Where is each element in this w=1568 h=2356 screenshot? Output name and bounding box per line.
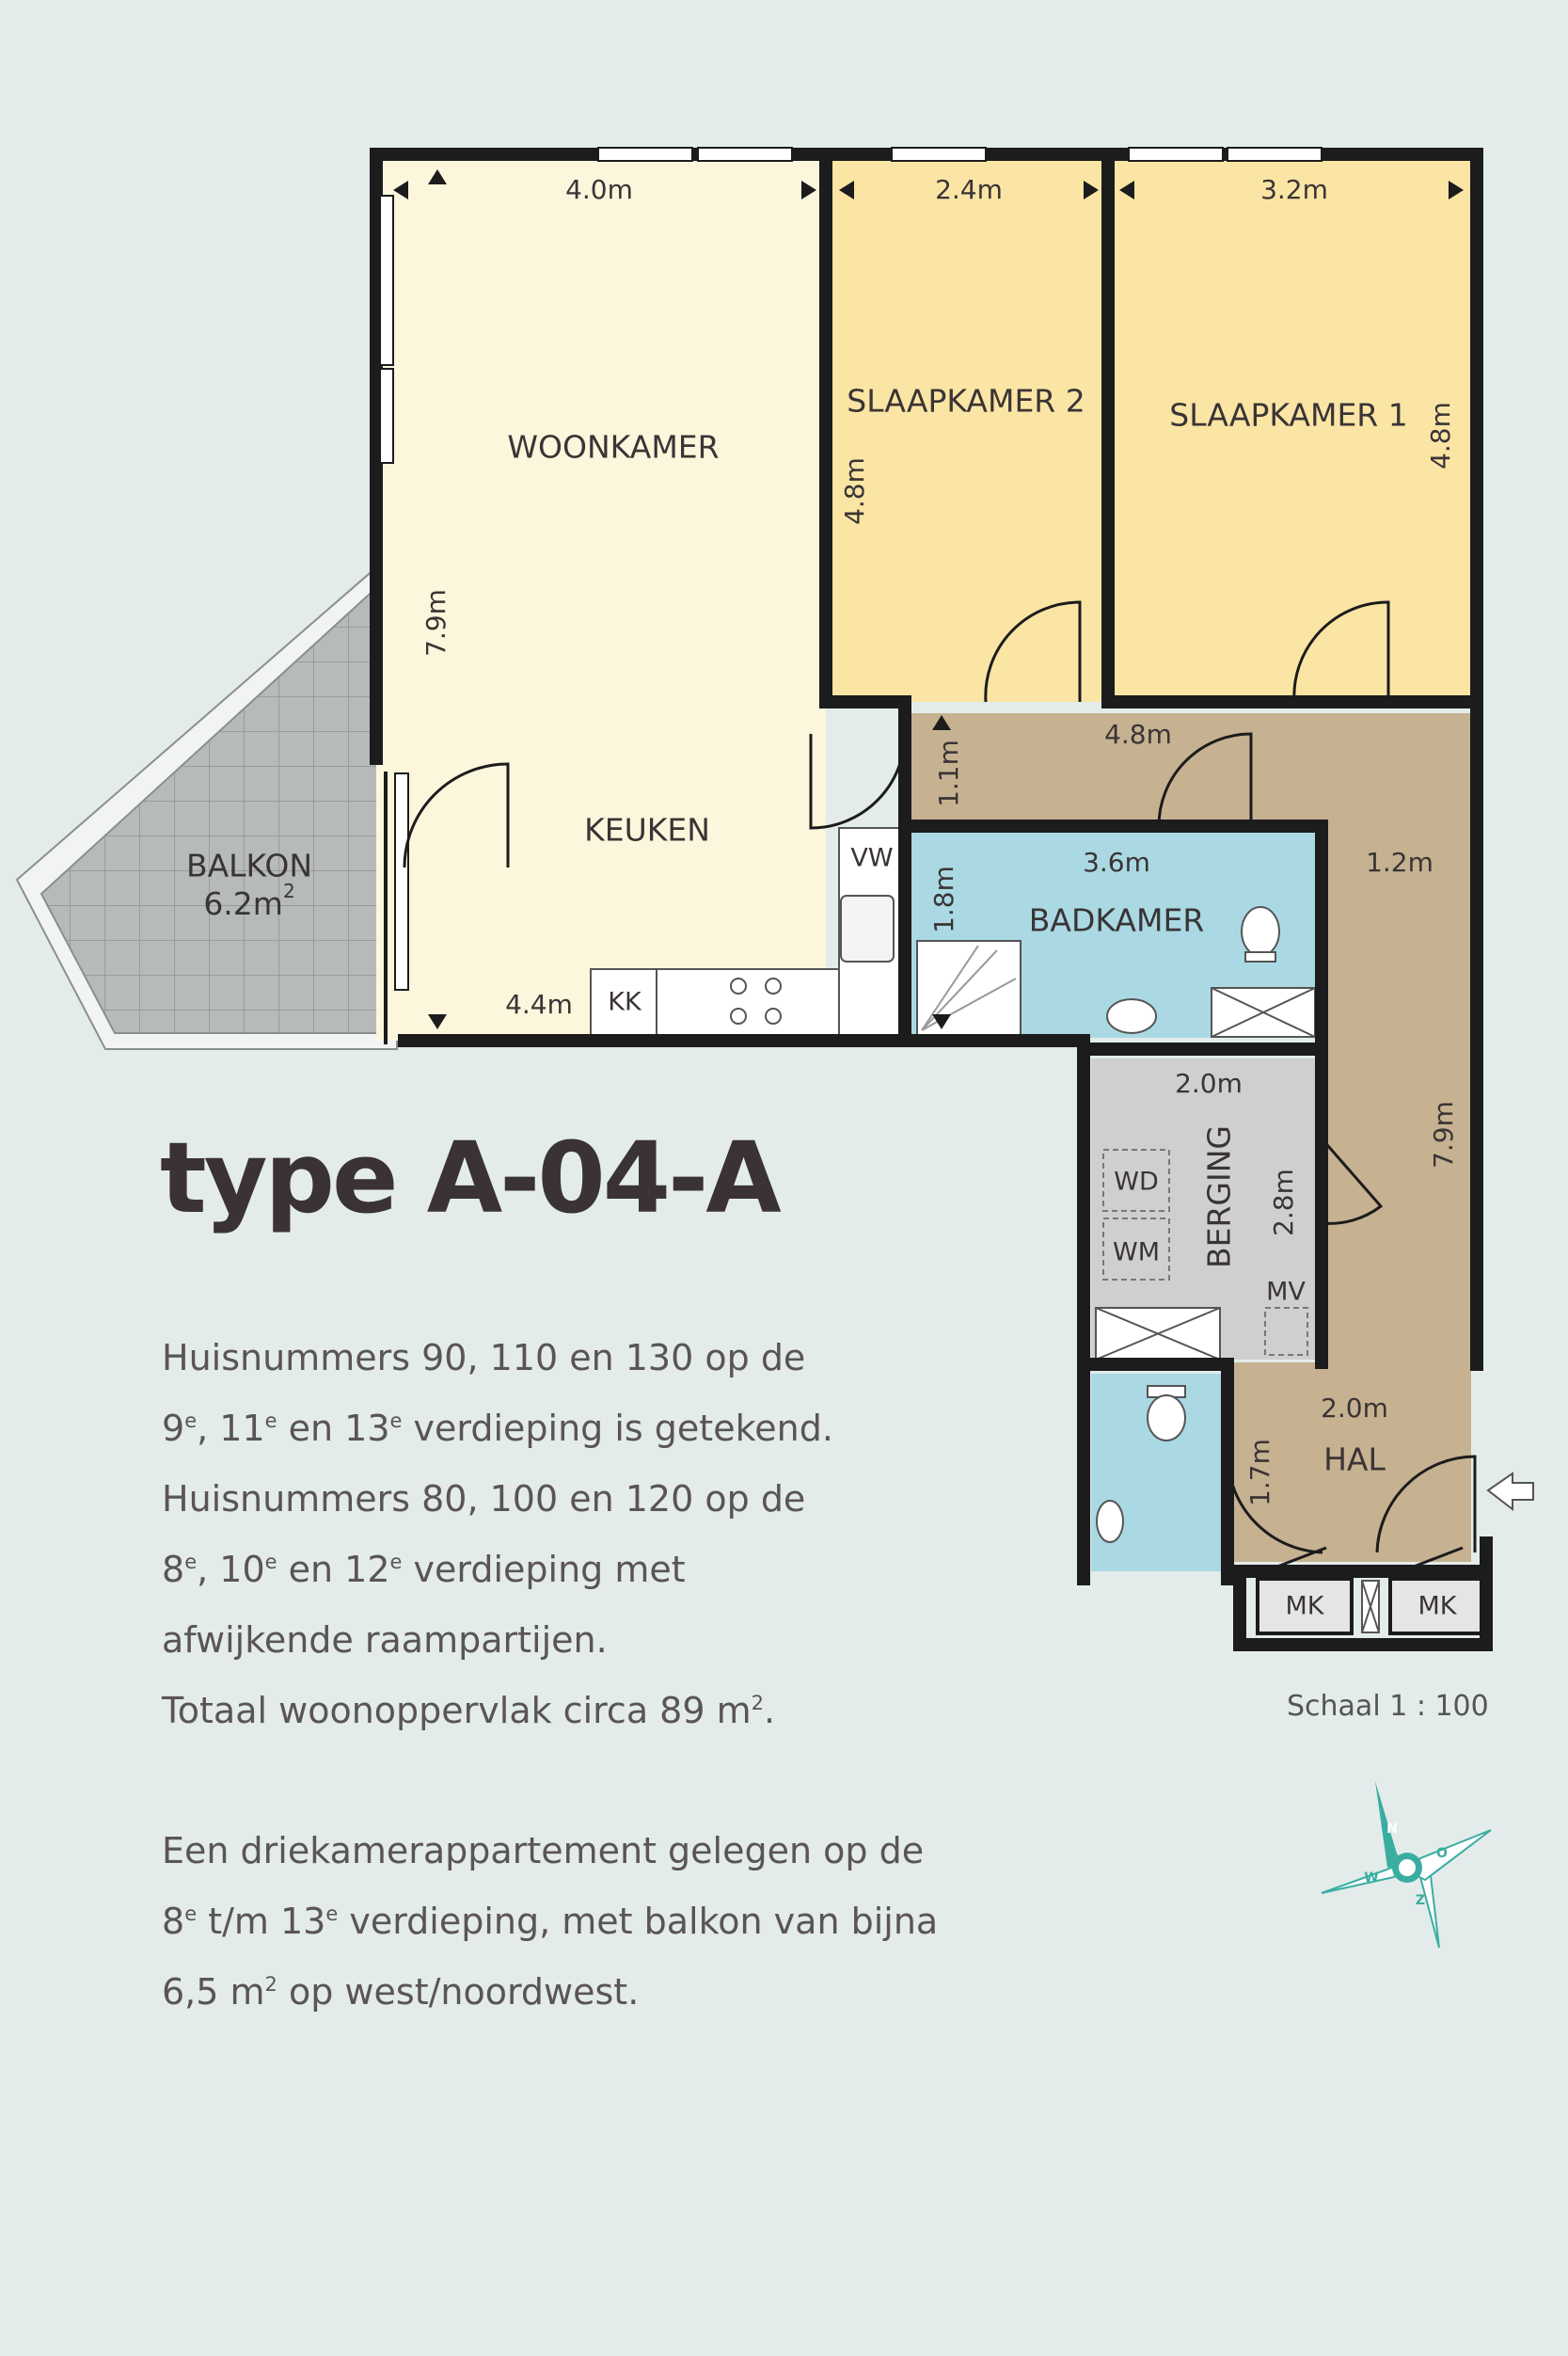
summary-line: Een driekamerappartement gelegen op de (162, 1830, 925, 1871)
fixture-wd: WD (1114, 1167, 1159, 1197)
room-label-woonkamer: WOONKAMER (507, 428, 720, 466)
description-line: 8e, 10e en 12e verdieping met (162, 1549, 686, 1590)
room-label-keuken: KEUKEN (584, 811, 710, 849)
dim-badkamer-width: 3.6m (1083, 847, 1150, 878)
dim-woonkamer-depth: 7.9m (420, 589, 451, 657)
balcony (17, 549, 397, 1049)
fixture-mk-right: MK (1418, 1591, 1457, 1621)
room-label-balkon: BALKON (185, 847, 313, 884)
dim-hal-length: 7.9m (1428, 1101, 1459, 1169)
dim-hal-width: 1.2m (1366, 847, 1433, 878)
dim-slaapkamer2-depth: 4.8m (839, 457, 870, 525)
description-line: Huisnummers 80, 100 en 120 op de (162, 1478, 806, 1520)
description (162, 1323, 1008, 1746)
fixture-mk-left: MK (1285, 1591, 1324, 1621)
scale-label: Schaal 1 : 100 (1287, 1690, 1489, 1723)
balkon-area: $6.2m^2$ (203, 879, 295, 922)
dim-slaapkamer2-width: 2.4m (935, 174, 1003, 205)
fixture-kk: KK (608, 987, 641, 1017)
description-line: Totaal woonoppervlak circa 89 $m^2$. (162, 1690, 776, 1731)
entrance-arrow-icon (1488, 1473, 1533, 1509)
dim-gang-width: 1.1m (933, 740, 964, 807)
description-line: afwijkende raampartijen. (162, 1619, 608, 1661)
dim-gang-length: 4.8m (1104, 719, 1172, 750)
fixture-wm: WM (1113, 1237, 1160, 1267)
slaapkamer2-floor (826, 154, 1108, 702)
room-label-slaapkamer2: SLAAPKAMER 2 (847, 382, 1085, 420)
description-line: 9e, 11e en 13e verdieping is getekend. (162, 1408, 833, 1449)
dim-badkamer-depth: 1.8m (928, 866, 959, 933)
summary-line: 8e t/m 13e verdieping, met balkon van bijna (162, 1901, 939, 1942)
dim-berging-width: 2.0m (1175, 1068, 1243, 1099)
fixture-vw: VW (850, 843, 894, 873)
dim-berging-depth: 2.8m (1268, 1169, 1299, 1236)
dim-keuken-width: 4.4m (505, 989, 573, 1020)
room-label-badkamer: BADKAMER (1028, 901, 1205, 939)
compass-w: W (1364, 1870, 1379, 1886)
compass-z: Z (1415, 1893, 1426, 1908)
dim-entree-width: 2.0m (1321, 1393, 1388, 1424)
room-label-hal: HAL (1323, 1441, 1386, 1478)
fixture-mv: MV (1266, 1277, 1306, 1307)
summary (162, 1816, 1008, 2028)
page-title: type A-04-A (160, 1121, 779, 1235)
compass-icon (1322, 1781, 1491, 1948)
room-label-berging: BERGING (1200, 1125, 1238, 1268)
dim-slaapkamer1-width: 3.2m (1260, 174, 1328, 205)
dim-woonkamer-width: 4.0m (565, 174, 633, 205)
compass-n: N (1386, 1822, 1398, 1837)
room-label-slaapkamer1: SLAAPKAMER 1 (1169, 396, 1408, 434)
dim-slaapkamer1-depth: 4.8m (1425, 402, 1456, 470)
summary-line: 6,5 $m^2$ op west/noordwest. (162, 1971, 640, 2013)
compass-o: O (1436, 1846, 1448, 1861)
dim-entree-depth: 1.7m (1244, 1439, 1275, 1506)
description-line: Huisnummers 90, 110 en 130 op de (162, 1337, 806, 1378)
